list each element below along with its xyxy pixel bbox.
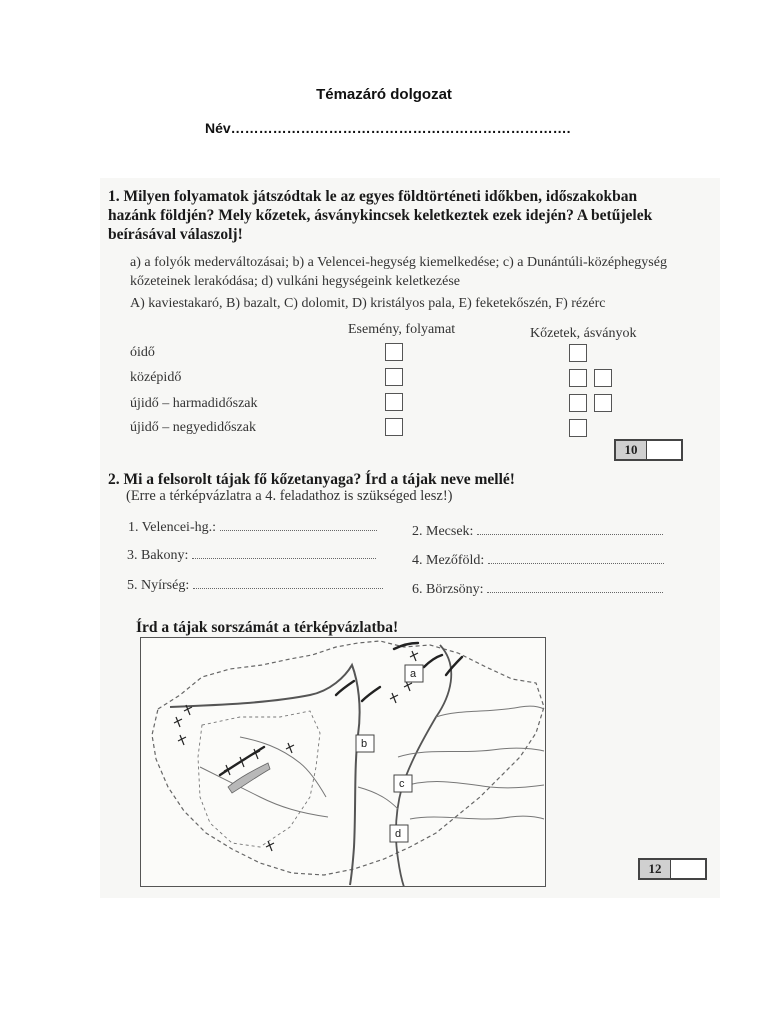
row-label-harmadidoszak: újidő – harmadidőszak: [130, 396, 258, 411]
region-item-3: 3. Bakony:: [127, 546, 376, 564]
score-box-q1: [614, 439, 683, 461]
answer-box-rock-harmadidoszak-1[interactable]: [569, 394, 587, 412]
region-item-1: 1. Velencei-hg.:: [128, 518, 377, 536]
map-label-b: b: [361, 738, 368, 750]
question-3-text: Írd a tájak sorszámát a térképvázlatba!: [136, 619, 399, 636]
column-header-rock: Kőzetek, ásványok: [530, 326, 637, 341]
answer-box-rock-kozepido-1[interactable]: [569, 369, 587, 387]
region-item-5: 5. Nyírség:: [127, 576, 383, 594]
region-item-2: 2. Mecsek:: [412, 522, 663, 540]
region-item-6: 6. Börzsöny:: [412, 580, 663, 598]
row-label-oido: óidő: [130, 345, 155, 360]
map-label-c: c: [399, 778, 405, 790]
row-label-kozepido: középidő: [130, 370, 182, 385]
question-1-text: 1. Milyen folyamatok játszódtak le az egyes földtörténeti időkben, időszakokban hazánk földjén? Mely kőzetek, ásványkincsek keletkeztek ezek idején? A betűjelek beírásával válaszolj!: [108, 188, 653, 243]
row-label-negyedidoszak: újidő – negyedidőszak: [130, 420, 256, 435]
question-2-subtext: (Erre a térképvázlatra a 4. feladathoz is szükséged lesz!): [126, 488, 453, 504]
answer-box-event-negyedidoszak[interactable]: [385, 418, 403, 436]
answer-box-event-oido[interactable]: [385, 343, 403, 361]
answer-box-rock-kozepido-2[interactable]: [594, 369, 612, 387]
question-2-text: 2. Mi a felsorolt tájak fő kőzetanyaga? Írd a tájak neve mellé!: [108, 471, 515, 488]
column-header-event: Esemény, folyamat: [348, 322, 456, 337]
name-line: Név……………………………………………………………….: [205, 120, 571, 136]
rock-options: A) kaviestakaró, B) bazalt, C) dolomit, D) kristályos pala, E) feketekőszén, F) rézérc: [130, 296, 606, 311]
process-options: a) a folyók mederváltozásai; b) a Velencei-hegység kiemelkedése; c) a Dunántúli-középhegység kőzeteinek lerakódása; d) vulkáni hegységeink keletkezése: [130, 255, 667, 289]
page-title: Témazáró dolgozat: [316, 86, 452, 103]
region-item-4: 4. Mezőföld:: [412, 551, 664, 569]
score-input[interactable]: [647, 441, 681, 459]
score-box-q3: [638, 858, 707, 880]
answer-box-rock-harmadidoszak-2[interactable]: [594, 394, 612, 412]
score-value: 10: [616, 441, 647, 459]
score-value: 12: [640, 860, 671, 878]
hungary-sketch-map: [140, 637, 546, 887]
answer-box-rock-oido[interactable]: [569, 344, 587, 362]
answer-box-rock-negyedidoszak[interactable]: [569, 419, 587, 437]
map-label-d: d: [395, 828, 402, 840]
answer-box-event-harmadidoszak[interactable]: [385, 393, 403, 411]
answer-box-event-kozepido[interactable]: [385, 368, 403, 386]
score-input[interactable]: [671, 860, 705, 878]
map-label-a: a: [410, 668, 417, 680]
